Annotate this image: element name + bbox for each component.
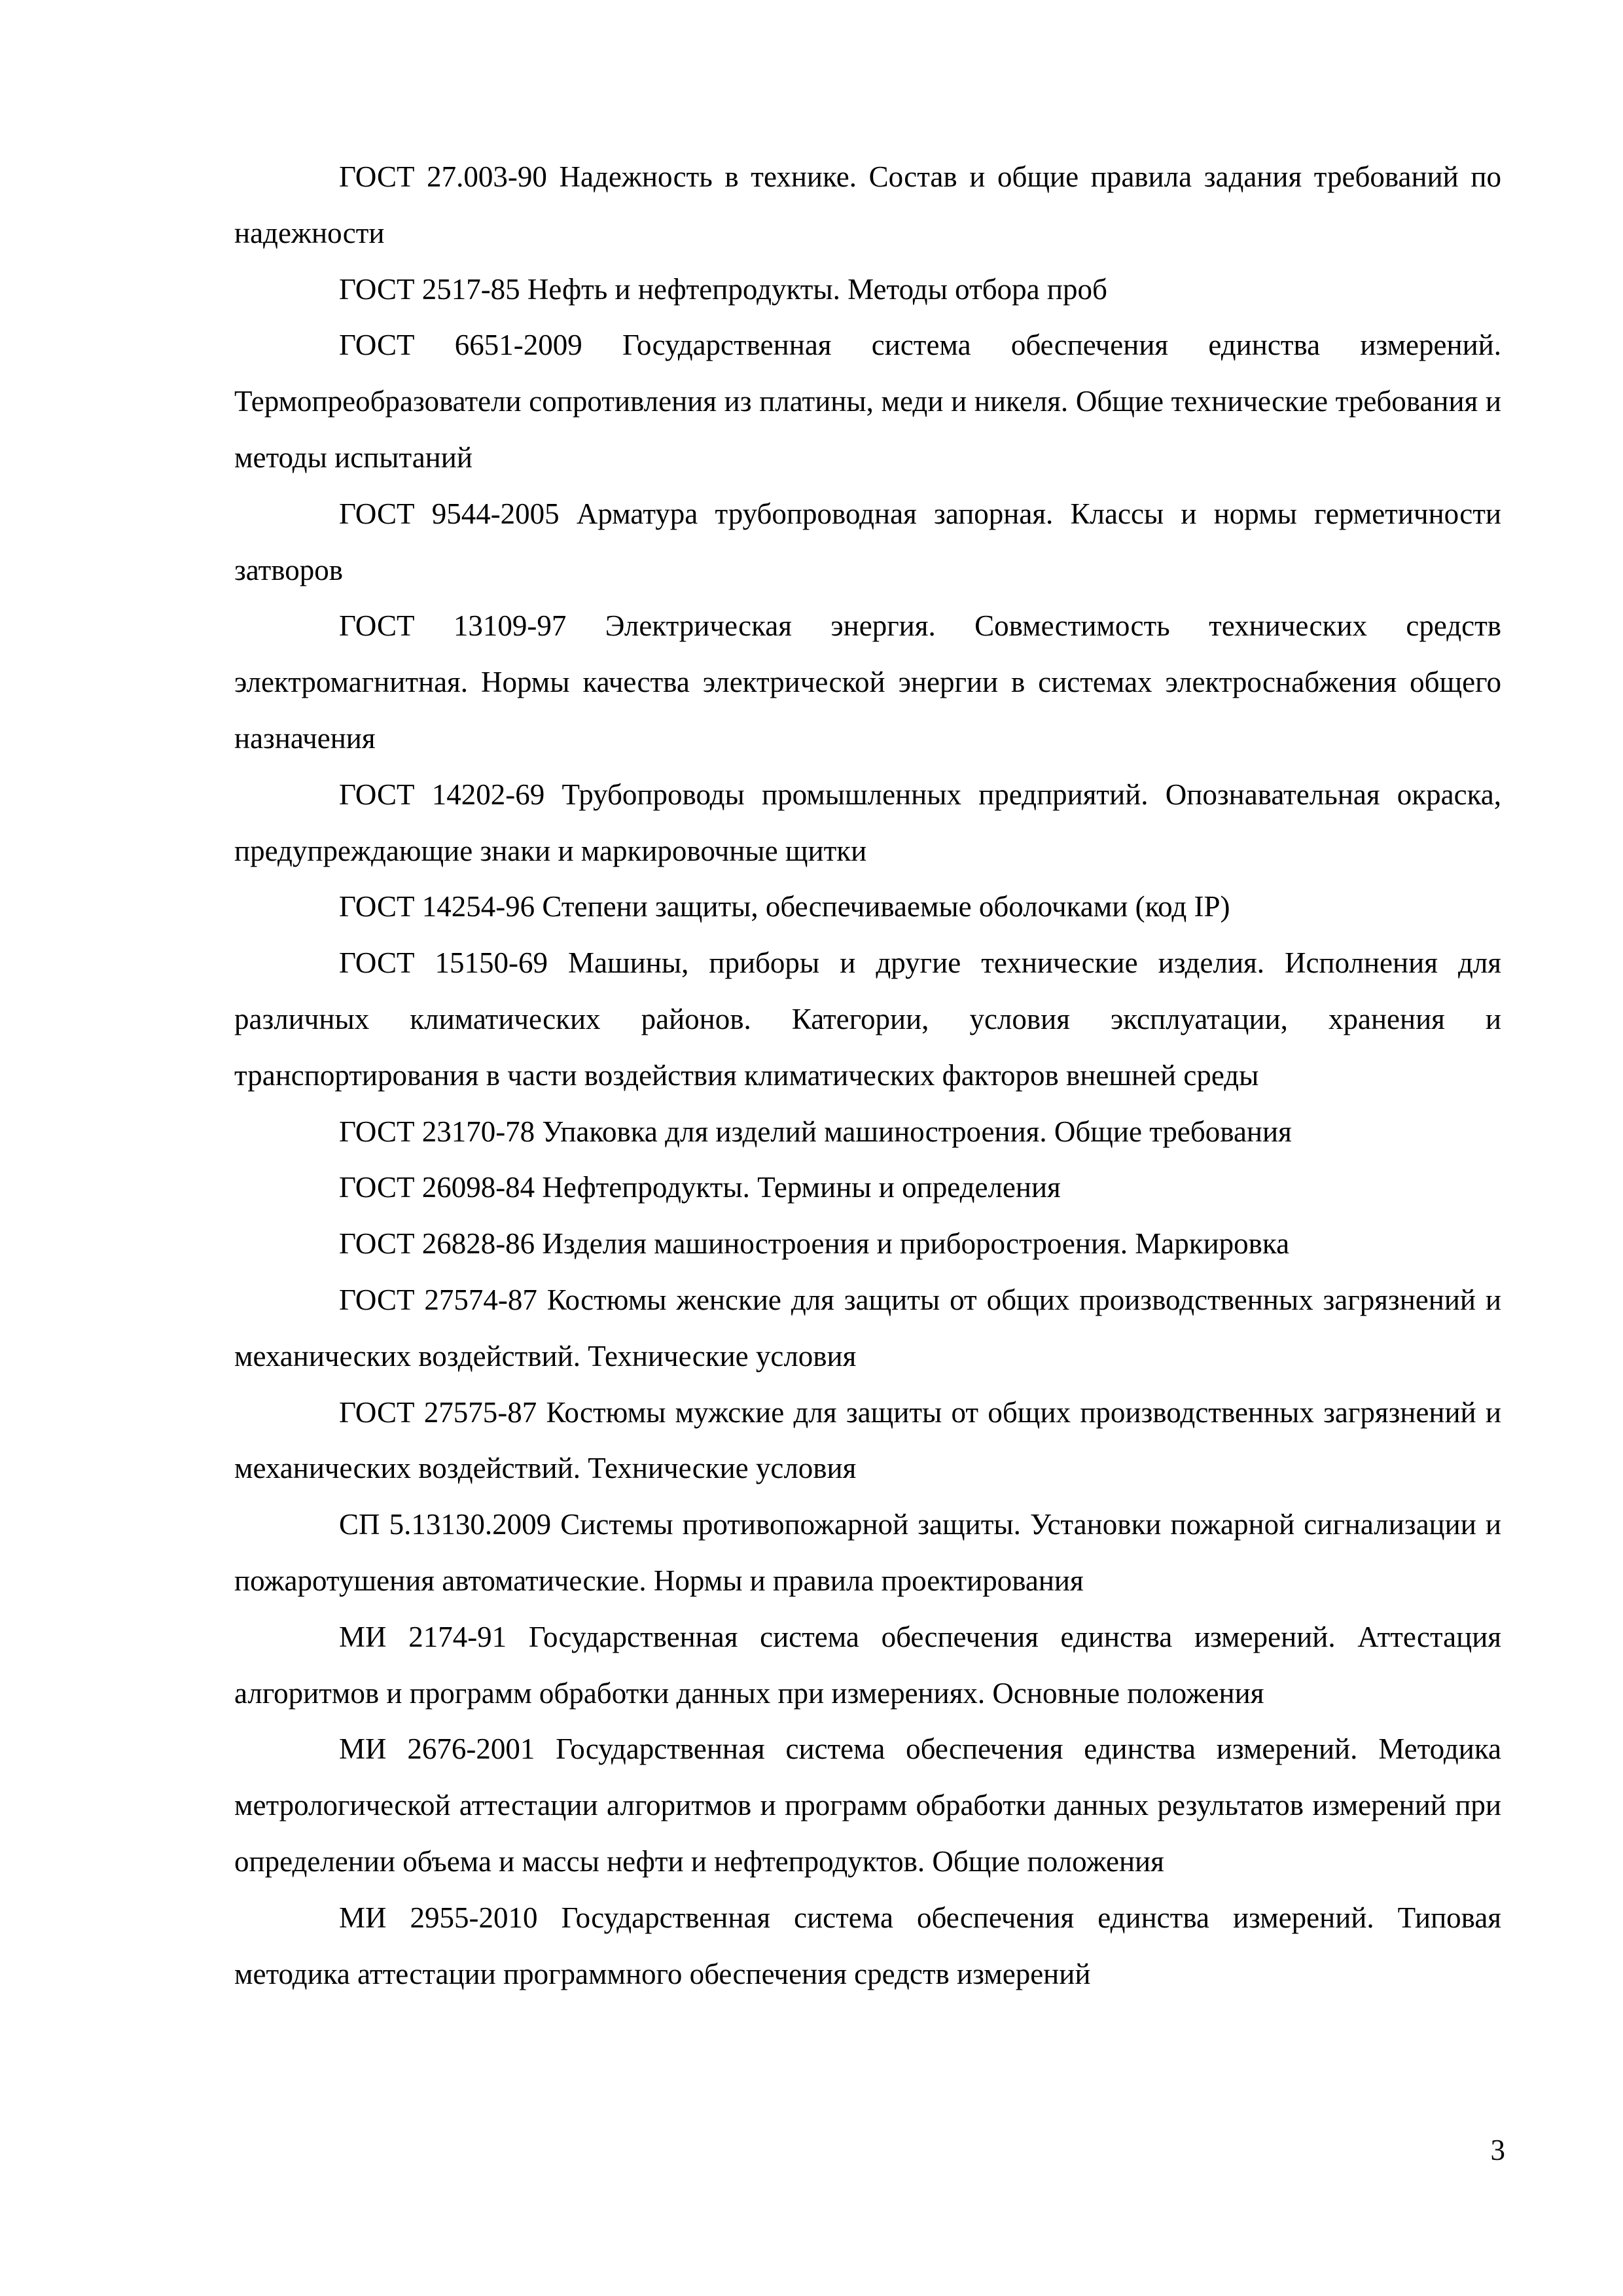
reference-item: ГОСТ 27575-87 Костюмы мужские для защиты от общих производственных загрязнений и механических воздействий. Технические условия bbox=[234, 1395, 1501, 1485]
reference-item: ГОСТ 13109-97 Электрическая энергия. Совместимость технических средств электромагнитная. Нормы качества электрической энергии в системах электроснабжения общего назначения bbox=[234, 609, 1501, 755]
reference-item: ГОСТ 6651-2009 Государственная система обеспечения единства измерений. Термопреобразователи сопротивления из платины, меди и никеля. Общие технические требования и методы испытаний bbox=[234, 329, 1501, 474]
reference-item: МИ 2174-91 Государственная система обеспечения единства измерений. Аттестация алгоритмов и программ обработки данных при измерениях. Основные положения bbox=[234, 1620, 1501, 1710]
reference-item: ГОСТ 15150-69 Машины, приборы и другие технические изделия. Исполнения для различных климатических районов. Категории, условия эксплуатации, хранения и транспортирования в части воздействия климатических факторов внешней среды bbox=[234, 946, 1501, 1092]
reference-item: ГОСТ 26098-84 Нефтепродукты. Термины и определения bbox=[339, 1171, 1061, 1204]
reference-item: ГОСТ 2517-85 Нефть и нефтепродукты. Методы отбора проб bbox=[339, 272, 1107, 306]
reference-item: ГОСТ 23170-78 Упаковка для изделий машиностроения. Общие требования bbox=[339, 1115, 1292, 1148]
page-number: 3 bbox=[1490, 2134, 1505, 2166]
reference-item: ГОСТ 14202-69 Трубопроводы промышленных предприятий. Опознавательная окраска, предупреждающие знаки и маркировочные щитки bbox=[234, 778, 1501, 867]
reference-item: МИ 2955-2010 Государственная система обеспечения единства измерений. Типовая методика аттестации программного обеспечения средств измерений bbox=[234, 1901, 1501, 1990]
reference-item: ГОСТ 9544-2005 Арматура трубопроводная запорная. Классы и нормы герметичности затворов bbox=[234, 497, 1501, 586]
reference-item: СП 5.13130.2009 Системы противопожарной защиты. Установки пожарной сигнализации и пожаротушения автоматические. Нормы и правила проектирования bbox=[234, 1508, 1501, 1597]
reference-item: МИ 2676-2001 Государственная система обеспечения единства измерений. Методика метрологической аттестации алгоритмов и программ обработки данных результатов измерений при определении объема и массы нефти и нефтепродуктов. Общие положения bbox=[234, 1732, 1501, 1878]
reference-item: ГОСТ 26828-86 Изделия машиностроения и приборостроения. Маркировка bbox=[339, 1227, 1290, 1261]
reference-item: ГОСТ 27.003-90 Надежность в технике. Состав и общие правила задания требований по надежности bbox=[234, 160, 1501, 249]
references-list bbox=[234, 149, 1501, 2002]
reference-item: ГОСТ 27574-87 Костюмы женские для защиты от общих производственных загрязнений и механических воздействий. Технические условия bbox=[234, 1283, 1501, 1372]
reference-item: ГОСТ 14254-96 Степени защиты, обеспечиваемые оболочками (код IP) bbox=[339, 890, 1230, 924]
